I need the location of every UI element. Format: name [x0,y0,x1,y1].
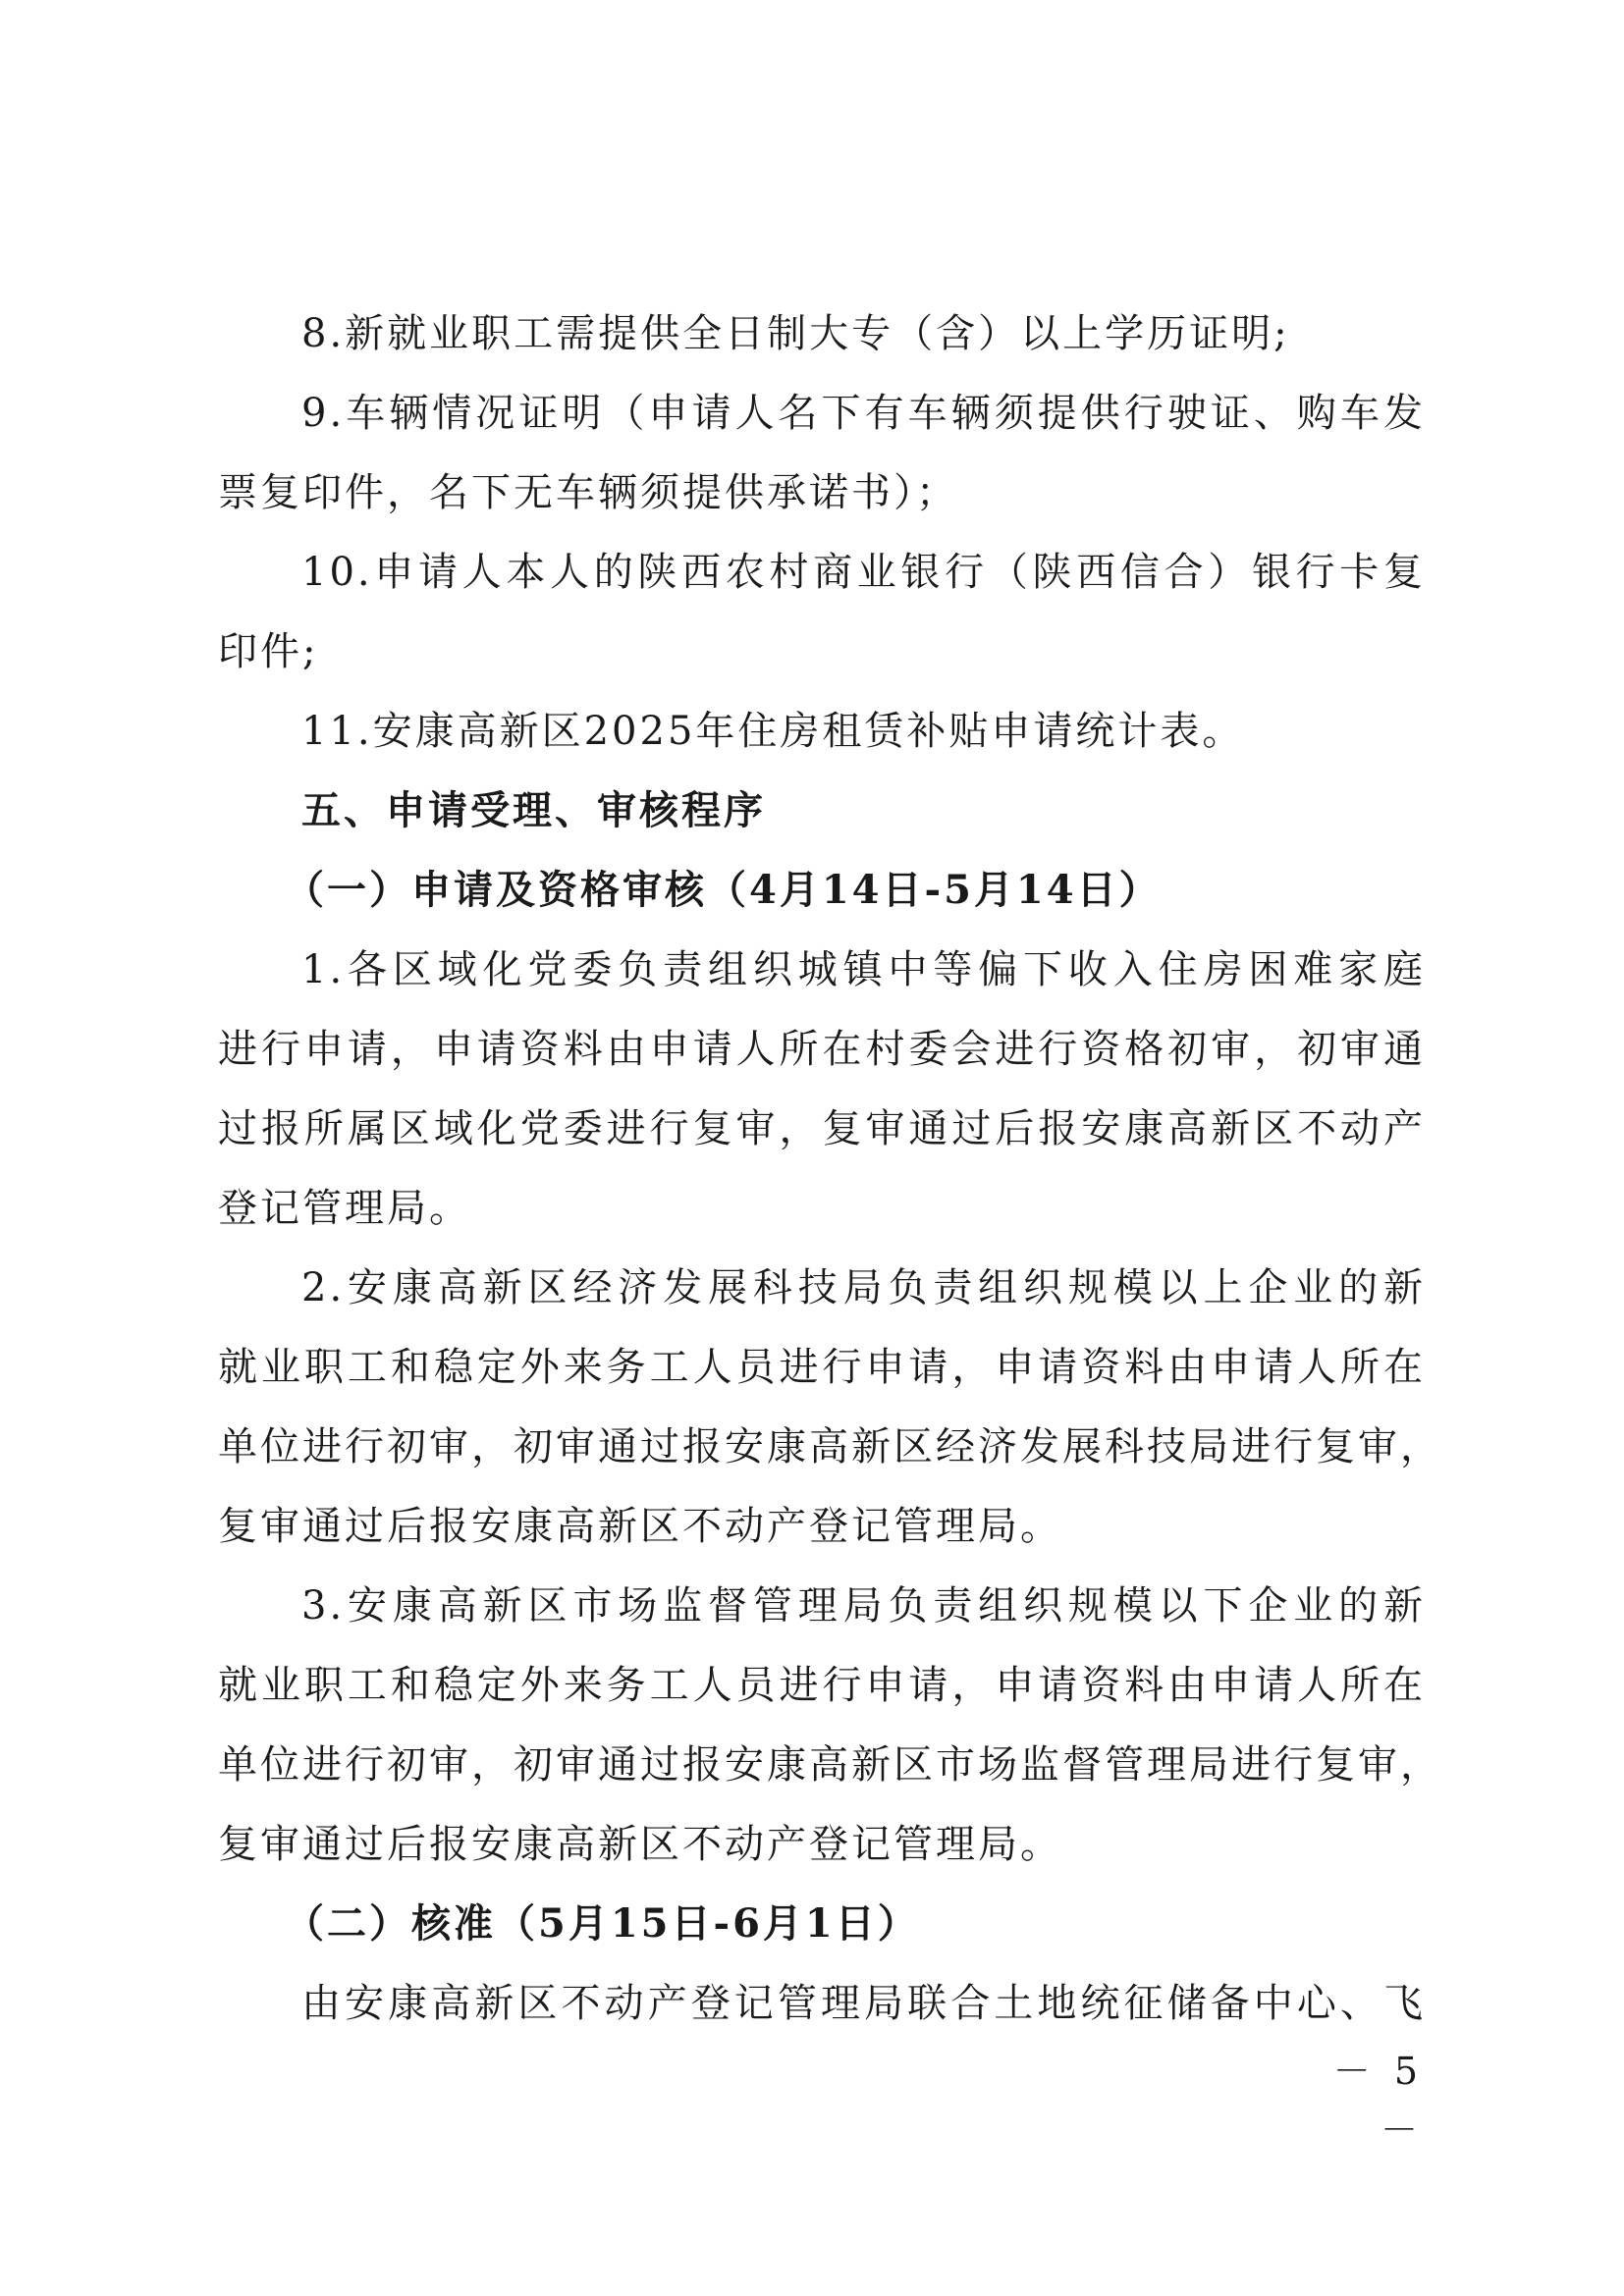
paragraph-2-line-4: 复审通过后报安康高新区不动产登记管理局。 [218,1504,1062,1549]
list-item-8: 8.新就业职工需提供全日制大专（含）以上学历证明; [301,311,1290,356]
list-item-10-line-1: 10.申请人本人的陕西农村商业银行（陕西信合）银行卡复 [301,550,1426,595]
paragraph-1-line-4: 登记管理局。 [218,1186,471,1231]
paragraph-3-line-4: 复审通过后报安康高新区不动产登记管理局。 [218,1822,1062,1867]
list-item-9-line-1: 9.车辆情况证明（申请人名下有车辆须提供行驶证、购车发 [301,391,1426,436]
paragraph-1-line-1: 1.各区域化党委负责组织城镇中等偏下收入住房困难家庭 [301,947,1426,992]
list-item-11: 11.安康高新区2025年住房租赁补贴申请统计表。 [301,709,1245,754]
paragraph-1-line-2: 进行申请，申请资料由申请人所在村委会进行资格初审，初审通 [218,1027,1426,1072]
subsection-heading-2: （二）核准（5月15日-6月1日） [285,1900,920,1947]
paragraph-3-line-2: 就业职工和稳定外来务工人员进行申请，申请资料由申请人所在 [218,1663,1426,1708]
list-item-10-line-2: 印件; [218,629,319,674]
paragraph-2-line-2: 就业职工和稳定外来务工人员进行申请，申请资料由申请人所在 [218,1345,1426,1390]
paragraph-2-line-3: 单位进行初审，初审通过报安康高新区经济发展科技局进行复审， [218,1424,1442,1469]
section-heading-5: 五、申请受理、审核程序 [301,788,766,833]
paragraph-1-line-3: 过报所属区域化党委进行复审，复审通过后报安康高新区不动产 [218,1106,1426,1151]
subsection-heading-1: （一）申请及资格审核（4月14日-5月14日） [285,867,1162,913]
list-item-9-line-2: 票复印件，名下无车辆须提供承诺书）； [218,470,958,515]
paragraph-4-line-1: 由安康高新区不动产登记管理局联合土地统征储备中心、飞 [301,1981,1426,2026]
paragraph-3-line-1: 3.安康高新区市场监督管理局负责组织规模以下企业的新 [301,1583,1426,1629]
paragraph-3-line-3: 单位进行初审，初审通过报安康高新区市场监督管理局进行复审， [218,1742,1442,1788]
page-number: － 5 － [1332,2050,1424,2152]
paragraph-2-line-1: 2.安康高新区经济发展科技局负责组织规模以上企业的新 [301,1265,1426,1310]
